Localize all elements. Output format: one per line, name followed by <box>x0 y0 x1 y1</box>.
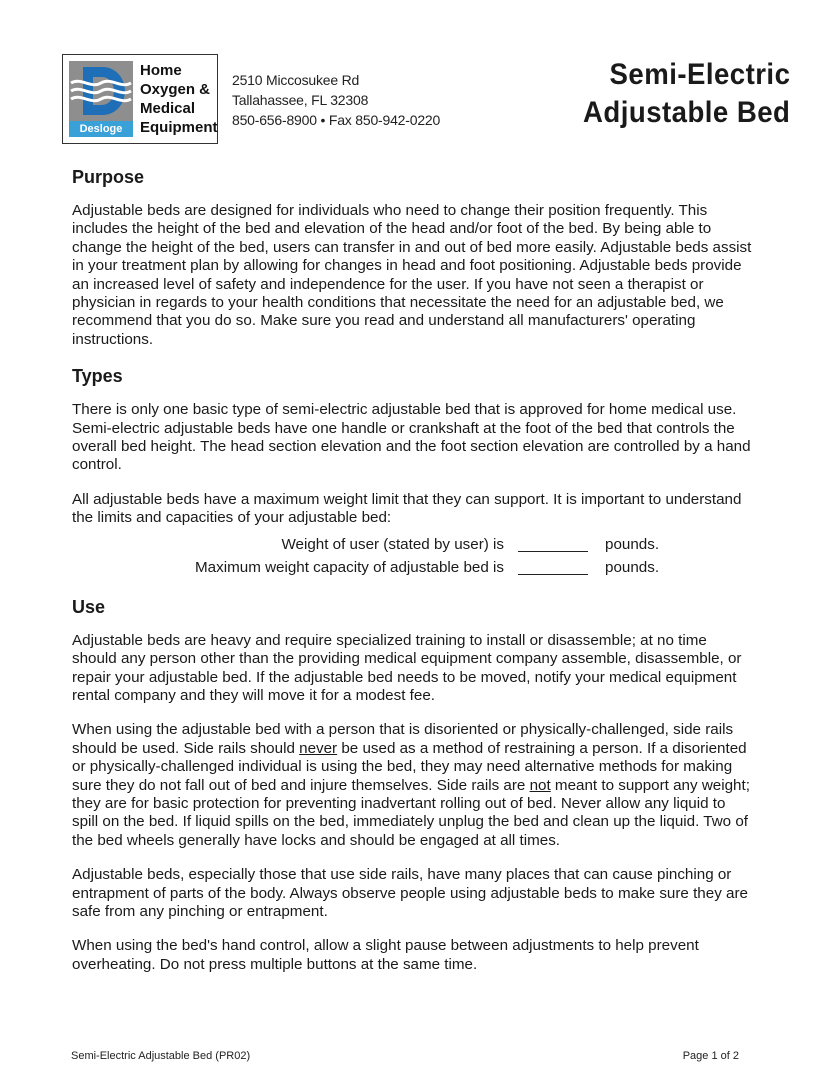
text-span: be used as a method of restraining a person. If a disoriented or physically-challenged individual is using the bed, they may need alternative methods for making sure they do not fall out of bed and injure themselves. Side rails are <box>72 739 747 794</box>
title-line: Semi-Electric <box>609 58 790 91</box>
types-paragraph: All adjustable beds have a maximum weight limit that they can support. It is important to understand the limits and capacities of your adjustable bed: <box>72 490 742 527</box>
footer-document-id: Semi-Electric Adjustable Bed (PR02) <box>71 1050 251 1062</box>
section-purpose <box>72 166 752 349</box>
underlined-text: not <box>529 776 551 794</box>
document-title <box>583 56 790 132</box>
company-logo <box>62 54 218 144</box>
text-span: When using the adjustable bed with a person that is disoriented or physically-challenged, side rails should be used. Side rails should <box>72 721 734 757</box>
section-heading: Purpose <box>72 167 145 187</box>
weight-label: Maximum weight capacity of adjustable bed is <box>195 558 504 576</box>
address-line: Tallahassee, FL 32308 <box>232 92 369 108</box>
underlined-text: never <box>299 739 338 757</box>
logo-mark <box>69 61 133 137</box>
logo-line: Home <box>140 62 182 79</box>
weight-unit: pounds. <box>605 535 660 553</box>
logo-d-icon <box>69 61 133 121</box>
logo-wordmark <box>140 61 218 137</box>
company-address <box>232 70 440 130</box>
weight-row <box>72 559 752 582</box>
text-span: meant to support any weight; they are for basic protection for preventing inadvertant rolling out of bed. Never allow any liquid to spill on the bed. If liquid spills on the bed, immediately unplug the bed and clean up the liquid. Two of the bed wheels generally have locks and should be engaged at all times. <box>72 776 750 849</box>
section-heading: Use <box>72 596 106 617</box>
section-types <box>72 365 752 581</box>
title-line: Adjustable Bed <box>582 96 790 129</box>
weight-label: Weight of user (stated by user) is <box>281 535 504 553</box>
logo-line: Oxygen & <box>140 81 211 98</box>
purpose-paragraph: Adjustable beds are designed for individuals who need to change their position frequently. This includes the height of the bed and elevation of the head and/or foot of the bed. By being able to change the height of the bed, users can transfer in and out of bed more easily. Adjustable beds assist in your treatment plan by allowing for changes in head and foot positioning. Adjustable beds provide an increased level of safety and independence for the user. If you have not seen a therapist or physician in regards to your health conditions that necessitate the need for an adjustable bed, we recommend that you do so. Make sure you read and understand all manufacturers' operating instructions. <box>72 202 752 348</box>
logo-line: Medical <box>140 100 196 117</box>
address-line: 2510 Miccosukee Rd <box>232 72 360 88</box>
weight-row <box>72 536 752 559</box>
logo-brand-text: Desloge <box>69 121 133 137</box>
use-paragraph <box>72 721 752 850</box>
use-paragraph: When using the bed's hand control, allow a slight pause between adjustments to help prevent overheating. Do not press multiple buttons at the same time. <box>72 937 699 973</box>
use-paragraph: Adjustable beds are heavy and require specialized training to install or disassemble; at no time should any person other than the providing medical equipment company assemble, disassemble, or repair your adjustable bed. If the adjustable bed needs to be moved, notify your medical equipment rental company and they will move it for a modest fee. <box>72 631 742 704</box>
weight-form <box>72 536 752 582</box>
weight-blank-field[interactable] <box>518 559 588 575</box>
types-paragraph: There is only one basic type of semi-electric adjustable bed that is approved for home medical use. Semi-electric adjustable beds have one handle or crankshaft at the foot of the bed that controls the overall bed height. The head section elevation and the foot section elevation are controlled by a hand control. <box>72 401 751 474</box>
section-use <box>72 596 752 975</box>
address-phone-line: 850-656-8900 • Fax 850-942-0220 <box>232 112 441 128</box>
logo-line: Equipment <box>140 119 218 136</box>
weight-unit: pounds. <box>605 558 660 576</box>
weight-blank-field[interactable] <box>518 536 588 552</box>
section-heading: Types <box>72 366 123 387</box>
footer-page-number: Page 1 of 2 <box>682 1050 739 1062</box>
document-body <box>72 166 752 990</box>
use-paragraph: Adjustable beds, especially those that use side rails, have many places that can cause pinching or entrapment of parts of the body. Always observe people using adjustable beds to make sure they are safe from any pinching or entrapment. <box>72 866 748 920</box>
